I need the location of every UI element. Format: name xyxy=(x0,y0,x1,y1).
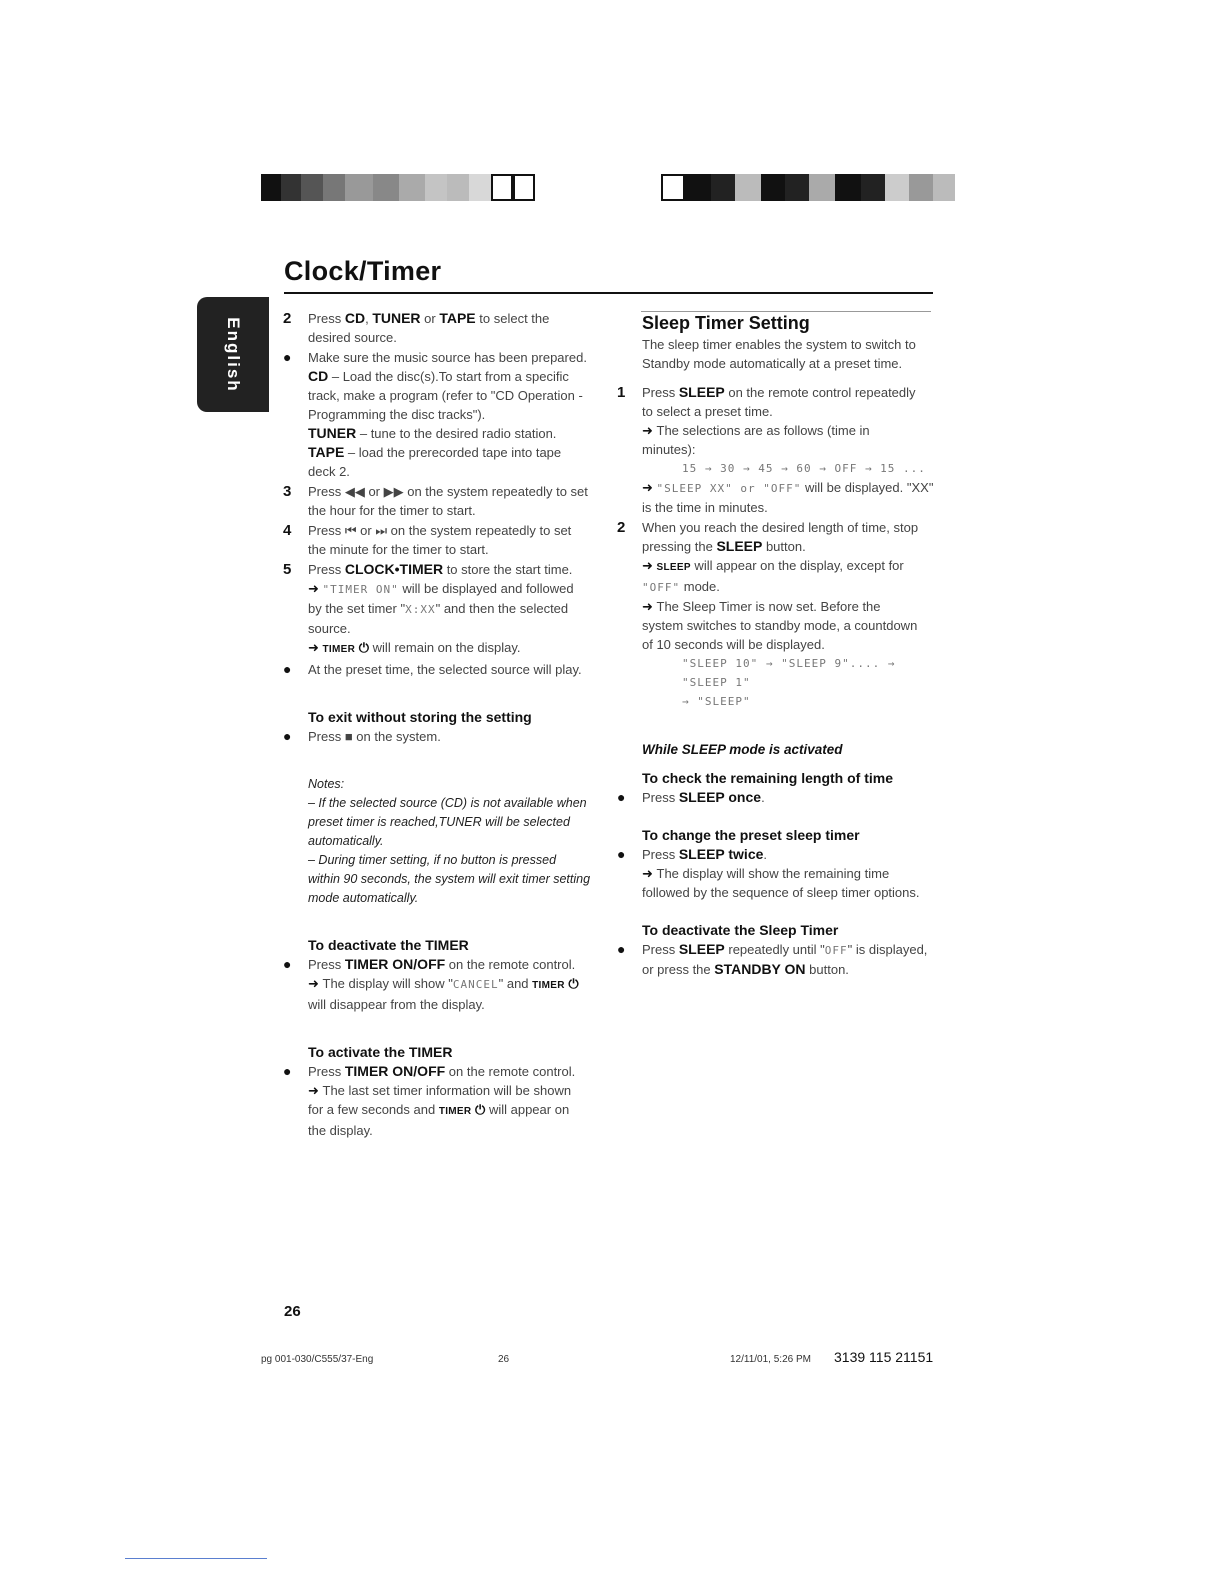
text: The display will show " xyxy=(322,976,453,991)
text: Press xyxy=(642,942,679,957)
text: The Sleep Timer is now set. Before the xyxy=(656,599,881,614)
exit-heading: To exit without storing the setting xyxy=(308,709,532,725)
bullet-icon: ● xyxy=(283,956,292,972)
text: Programming the disc tracks"). xyxy=(308,407,486,422)
lcd-text: 15 → 30 → 45 → 60 → OFF → 15 ... xyxy=(682,462,926,475)
lcd-text: OFF xyxy=(824,944,848,957)
text: Make sure the music source has been prepared. xyxy=(308,350,587,365)
text: will appear on the display, except for xyxy=(690,558,904,573)
text: within 90 seconds, the system will exit timer setting xyxy=(308,872,591,886)
lcd-text: → "SLEEP" xyxy=(682,695,751,708)
arrow-icon: ➜ xyxy=(308,640,323,655)
text: mode automatically. xyxy=(308,891,419,905)
text: to select the xyxy=(475,311,550,326)
text: TIMER xyxy=(438,1106,472,1117)
step-number: 1 xyxy=(617,384,626,401)
text: – During timer setting, if no button is pressed xyxy=(308,853,557,867)
text: TUNER xyxy=(308,425,357,441)
text: SLEEP twice xyxy=(678,846,764,862)
text: system switches to standby mode, a countdown xyxy=(642,618,918,633)
registration-bar-right xyxy=(661,174,955,201)
page-title: Clock/Timer xyxy=(284,256,442,286)
text: Press xyxy=(642,847,679,862)
step-number: 2 xyxy=(617,519,626,536)
deactivate-timer-heading: To deactivate the TIMER xyxy=(308,937,469,953)
bullet-icon: ● xyxy=(617,941,626,957)
text: Press xyxy=(642,790,679,805)
lcd-text: CANCEL xyxy=(452,978,499,991)
text: track, make a program (refer to "CD Operation - xyxy=(308,388,583,403)
text: the minute for the timer to start. xyxy=(308,542,489,557)
lcd-text: "OFF" xyxy=(642,581,681,594)
text: Press xyxy=(308,311,345,326)
while-sleep-heading: While SLEEP mode is activated xyxy=(642,742,843,757)
text: by the set timer " xyxy=(308,601,406,616)
text: SLEEP xyxy=(716,538,763,554)
text: – Load the disc(s).To start from a specific xyxy=(328,369,569,384)
notes-heading: Notes: xyxy=(308,777,345,791)
bullet-check xyxy=(617,788,935,807)
lcd-text: "TIMER ON" xyxy=(322,583,399,596)
text: Press ■ on the system. xyxy=(308,729,441,744)
bullet-icon: ● xyxy=(283,1063,292,1079)
title-rule xyxy=(284,292,933,294)
step-number: 3 xyxy=(283,483,292,500)
text: . xyxy=(761,790,765,805)
text: CD xyxy=(308,368,329,384)
page-number: 26 xyxy=(284,1303,301,1320)
check-heading: To check the remaining length of time xyxy=(642,770,893,786)
activate-timer-heading: To activate the TIMER xyxy=(308,1044,453,1060)
language-tab xyxy=(197,297,269,412)
step-2 xyxy=(283,309,613,347)
sleep-step-1 xyxy=(617,383,935,517)
bullet-icon: ● xyxy=(617,846,626,862)
bullet-activate-timer xyxy=(283,1062,613,1140)
arrow-icon: ➜ xyxy=(308,976,323,991)
footer-date: 12/11/01, 5:26 PM xyxy=(730,1354,811,1365)
footer-code: 3139 115 21151 xyxy=(834,1349,934,1365)
text: CD xyxy=(344,310,366,326)
bullet-icon: ● xyxy=(283,349,292,365)
text: TAPE xyxy=(439,310,476,326)
lcd-text: X:XX xyxy=(405,603,436,616)
text: Press ◀◀ or ▶▶ on the system repeatedly to set xyxy=(308,484,588,499)
sleep-step-2 xyxy=(617,518,935,711)
arrow-icon: ➜ xyxy=(642,866,657,881)
text: When you reach the desired length of time, stop xyxy=(642,520,919,535)
text: or press the xyxy=(642,962,715,977)
arrow-icon: ➜ xyxy=(308,581,323,596)
text: will be displayed and followed xyxy=(398,581,574,596)
text: the hour for the timer to start. xyxy=(308,503,476,518)
text: will appear on xyxy=(485,1102,570,1117)
step-3 xyxy=(283,482,613,520)
text: Press ⏮ or ⏭ on the system repeatedly to set xyxy=(308,523,572,538)
bullet-deactivate-timer xyxy=(283,955,613,1014)
text: source. xyxy=(308,621,351,636)
text: TIMER ON/OFF xyxy=(344,956,446,972)
text: SLEEP once xyxy=(678,789,762,805)
text: automatically. xyxy=(308,834,384,848)
step-5 xyxy=(283,560,613,659)
arrow-icon: ➜ xyxy=(642,599,657,614)
bullet-exit xyxy=(283,727,613,746)
text: Press xyxy=(308,1064,345,1079)
text: desired source. xyxy=(308,330,397,345)
text: or xyxy=(420,311,440,326)
text: the display. xyxy=(308,1123,373,1138)
footer-file: pg 001-030/C555/37-Eng xyxy=(261,1354,374,1365)
footer-page: 26 xyxy=(498,1354,510,1365)
bullet-icon: ● xyxy=(617,789,626,805)
bullet-preset xyxy=(283,660,613,679)
step-number: 2 xyxy=(283,310,292,327)
text: TIMER xyxy=(322,644,356,655)
text: minutes): xyxy=(642,442,696,457)
text: The last set timer information will be shown xyxy=(322,1083,572,1098)
bullet-prepare xyxy=(283,348,613,481)
text: CLOCK•TIMER xyxy=(344,561,444,577)
bottom-rule xyxy=(125,1558,267,1559)
right-column xyxy=(617,311,935,980)
text: TAPE xyxy=(308,444,345,460)
text: Press xyxy=(308,957,345,972)
text: pressing the xyxy=(642,539,717,554)
text: At the preset time, the selected source will play. xyxy=(308,662,582,677)
step-number: 4 xyxy=(283,522,292,539)
text: followed by the sequence of sleep timer options. xyxy=(642,885,920,900)
text: , xyxy=(365,311,373,326)
timer-icon: ⏻ xyxy=(358,640,370,655)
text: will disappear from the display. xyxy=(308,997,485,1012)
left-column xyxy=(283,309,613,1141)
text: SLEEP xyxy=(678,941,725,957)
text: The sleep timer enables the system to switch to xyxy=(642,337,916,352)
text: SLEEP xyxy=(678,384,725,400)
text: to store the start time. xyxy=(443,562,573,577)
text: " and xyxy=(498,976,533,991)
text: " is displayed, xyxy=(847,942,928,957)
bullet-icon: ● xyxy=(283,728,292,744)
step-number: 5 xyxy=(283,561,292,578)
text: preset timer is reached,TUNER will be selected xyxy=(308,815,570,829)
text: STANDBY ON xyxy=(714,961,806,977)
arrow-icon: ➜ xyxy=(642,558,657,573)
text: " and then the selected xyxy=(435,601,569,616)
text: mode. xyxy=(680,579,720,594)
text: The selections are as follows (time in xyxy=(656,423,870,438)
text: TIMER xyxy=(532,980,565,991)
text: deck 2. xyxy=(308,464,350,479)
text: on the remote control repeatedly xyxy=(724,385,916,400)
language-tab-label: English xyxy=(224,316,243,393)
timer-icon: ⏻ xyxy=(568,976,579,991)
change-heading: To change the preset sleep timer xyxy=(642,827,860,843)
text: on the remote control. xyxy=(445,1064,576,1079)
bullet-icon: ● xyxy=(283,661,292,677)
text: The display will show the remaining time xyxy=(656,866,890,881)
text: – tune to the desired radio station. xyxy=(356,426,557,441)
timer-icon: ⏻ xyxy=(475,1102,486,1117)
text: to select a preset time. xyxy=(642,404,773,419)
text: . xyxy=(763,847,768,862)
text: of 10 seconds will be displayed. xyxy=(642,637,825,652)
text: for a few seconds and xyxy=(308,1102,439,1117)
text: on the remote control. xyxy=(445,957,576,972)
text: will be displayed. "XX" xyxy=(801,480,934,495)
text: TIMER ON/OFF xyxy=(344,1063,446,1079)
text: – If the selected source (CD) is not available when xyxy=(308,796,587,810)
deactivate-sleep-heading: To deactivate the Sleep Timer xyxy=(642,922,839,938)
notes xyxy=(283,775,613,908)
sleep-timer-heading: Sleep Timer Setting xyxy=(642,313,810,333)
registration-bar-left xyxy=(261,174,553,201)
arrow-icon: ➜ xyxy=(308,1083,323,1098)
arrow-icon: ➜ xyxy=(642,423,657,438)
text: Press xyxy=(308,562,345,577)
lcd-text: "SLEEP 10" → "SLEEP 9".... → "SLEEP 1" xyxy=(682,657,896,689)
sleep-intro xyxy=(617,335,935,373)
text: TUNER xyxy=(372,310,421,326)
text: repeatedly until " xyxy=(724,942,825,957)
step-4 xyxy=(283,521,613,559)
text: Press xyxy=(642,385,679,400)
text: will remain on the display. xyxy=(369,640,521,655)
text: Standby mode automatically at a preset time. xyxy=(642,356,903,371)
lcd-text: "SLEEP XX" or "OFF" xyxy=(656,482,802,495)
bullet-deactivate-sleep xyxy=(617,940,935,979)
text: SLEEP xyxy=(656,562,691,573)
bullet-change xyxy=(617,845,935,902)
arrow-icon: ➜ xyxy=(642,480,657,495)
text: – load the prerecorded tape into tape xyxy=(344,445,562,460)
text: is the time in minutes. xyxy=(642,500,768,515)
text: button. xyxy=(762,539,806,554)
text: button. xyxy=(805,962,849,977)
